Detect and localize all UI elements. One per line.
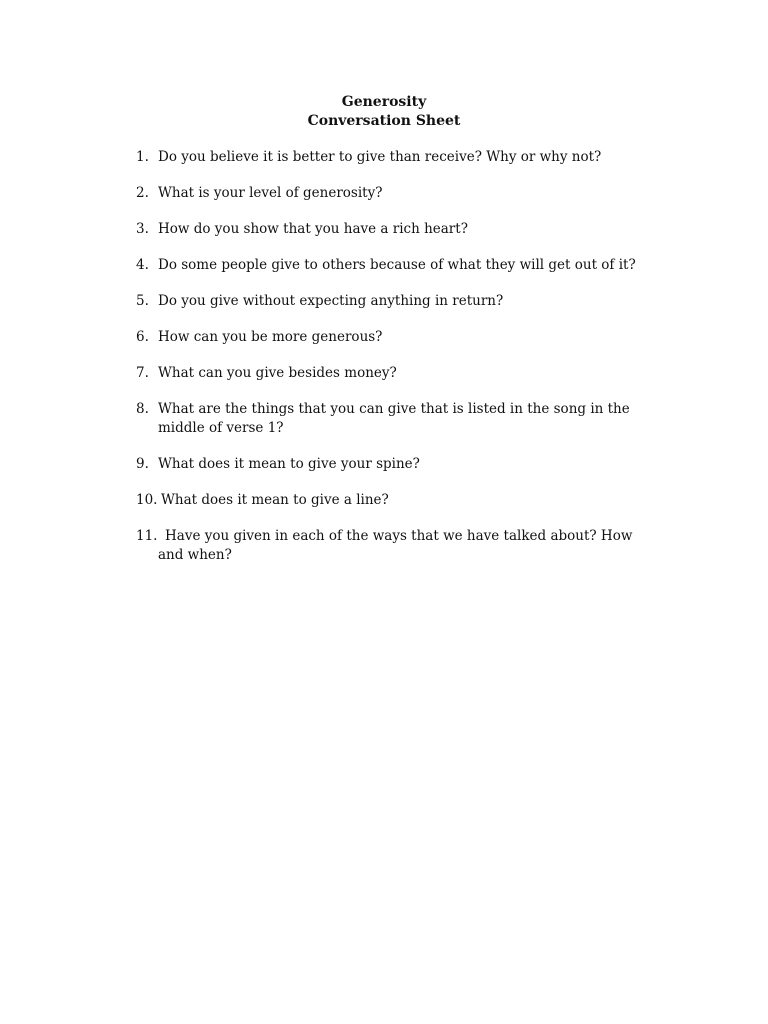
question-text: Do you believe it is better to give than receive? Why or why not? [158,149,602,165]
question-text: What does it mean to give your spine? [158,456,420,472]
question-item [136,455,656,474]
question-number: 4. [136,257,149,273]
question-number: 9. [136,456,149,472]
question-item [136,292,656,311]
question-number: 10. [136,492,158,508]
question-text: What does it mean to give a line? [161,492,389,508]
question-text: What can you give besides money? [158,365,397,381]
question-item [136,220,656,239]
question-item [136,256,656,275]
question-item [136,491,656,510]
question-text: Do some people give to others because of what they will get out of it? [158,257,636,273]
question-text: What are the things that you can give that is listed in the song in the middle of verse 1? [158,401,630,436]
question-number: 2. [136,185,149,201]
title-block [0,93,768,131]
question-number: 6. [136,329,149,345]
question-number: 8. [136,401,149,417]
document-title: Generosity [341,94,427,110]
question-item [136,527,656,565]
question-number: 7. [136,365,149,381]
question-number: 11. [136,528,158,544]
question-item [136,328,656,347]
question-text: Have you given in each of the ways that we have talked about? How and when? [158,528,633,563]
question-item [136,400,656,438]
question-text: Do you give without expecting anything in return? [158,293,504,309]
document-subtitle: Conversation Sheet [307,113,461,129]
question-text: How can you be more generous? [158,329,383,345]
question-number: 5. [136,293,149,309]
question-number: 1. [136,149,149,165]
question-text: How do you show that you have a rich heart? [158,221,468,237]
question-text: What is your level of generosity? [158,185,383,201]
question-list [136,148,656,582]
question-item [136,184,656,203]
question-item [136,148,656,167]
question-item [136,364,656,383]
question-number: 3. [136,221,149,237]
